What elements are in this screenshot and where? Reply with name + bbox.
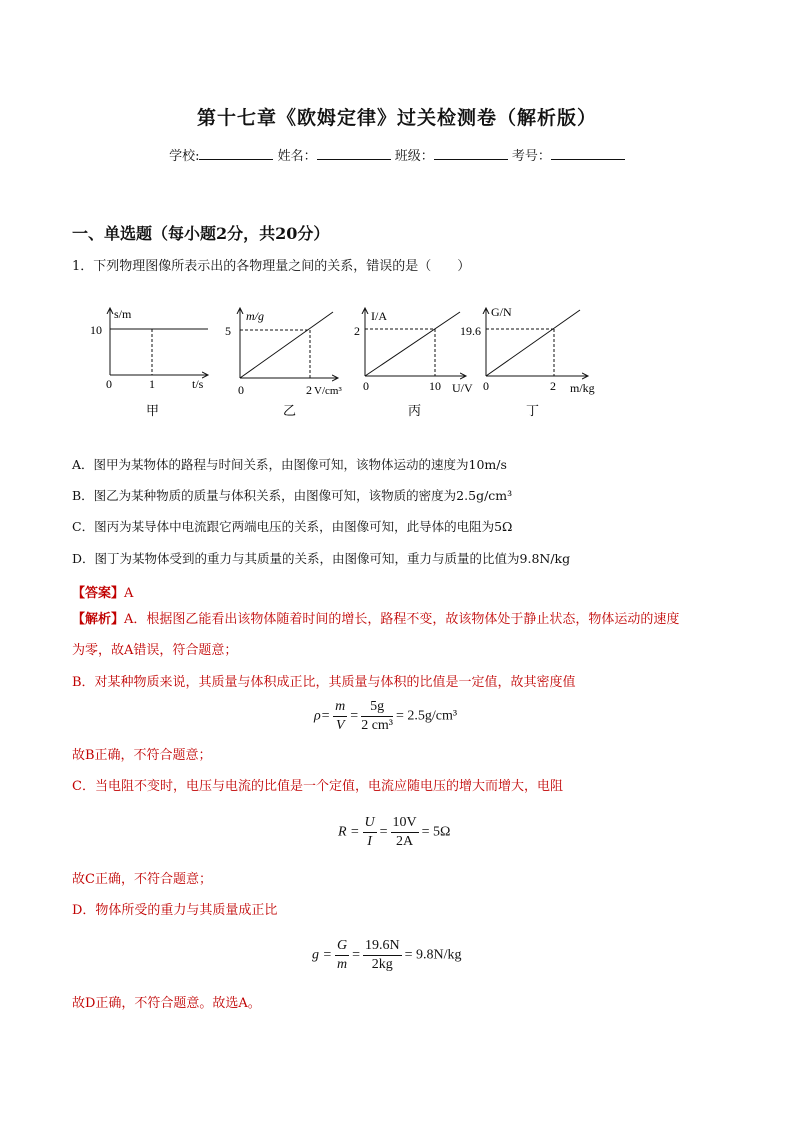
graph-jia-xlabel: t/s bbox=[192, 377, 204, 391]
analysis-c-line2: 故C正确，不符合题意； bbox=[72, 872, 212, 887]
analysis-a-line2: 为零，故A错误，符合题意； bbox=[72, 643, 238, 658]
graph-ding-line bbox=[486, 310, 580, 376]
graph-ding-ylabel: G/N bbox=[491, 305, 512, 319]
graph-ding-origin: 0 bbox=[483, 379, 489, 393]
graph-ding-caption: 丁 bbox=[526, 403, 540, 418]
option-b: B．图乙为某种物质的质量与体积关系，由图像可知，该物质的密度为2.5g/cm³ bbox=[72, 488, 513, 503]
formula-gravity: g = $\frac{G}{m}$ = $\frac{19.6N}{2kg}$ = 9.8N/kg bbox=[312, 938, 462, 972]
graph-bing bbox=[354, 308, 473, 418]
graph-bing-ytick: 2 bbox=[354, 324, 360, 338]
analysis-label: 【解析】 bbox=[72, 612, 125, 627]
graph-jia-origin: 0 bbox=[106, 377, 112, 391]
option-a: A．图甲为某物体的路程与时间关系，由图像可知，该物体运动的速度为10m/s bbox=[72, 457, 507, 472]
analysis-c-line1: C．当电阻不变时，电压与电流的比值是一个定值，电流应随电压的增大而增大，电阻 bbox=[72, 779, 563, 794]
name-label: 姓名： bbox=[277, 149, 317, 164]
analysis-a bbox=[72, 604, 727, 666]
formula-density-lhs: ρ= bbox=[314, 708, 331, 724]
formula-density-frac2: $\frac{5g}{\text{2 cm³}}$ bbox=[361, 699, 394, 733]
formula-gravity-frac2: $\frac{19.6N}{2kg}$ bbox=[364, 938, 400, 972]
formula-resistance-frac2: $\frac{10V}{2A}$ bbox=[392, 815, 417, 849]
page-title: 第十七章《欧姆定律》过关检测卷（解析版） bbox=[196, 107, 597, 129]
graph-bing-xtick: 10 bbox=[429, 379, 441, 393]
formula-resistance-frac1: $\frac{U}{I}$ bbox=[364, 815, 375, 849]
analysis-d-line1: D．物体所受的重力与其质量成正比 bbox=[72, 903, 278, 918]
formula-density-frac1: $\frac{m}{V}$ bbox=[335, 699, 346, 733]
graph-jia-ytick: 10 bbox=[90, 323, 102, 337]
formula-resistance-result: = 5Ω bbox=[421, 824, 451, 840]
number-field[interactable] bbox=[551, 147, 625, 160]
graph-bing-xlabel: U/V bbox=[452, 381, 473, 395]
answer bbox=[72, 582, 133, 601]
graph-yi bbox=[225, 308, 342, 418]
graph-ding-ytick: 19.6 bbox=[460, 324, 481, 338]
graph-jia-caption: 甲 bbox=[146, 403, 160, 418]
formula-density-result: = 2.5g/cm³ bbox=[396, 708, 458, 724]
analysis-a-line1: A．根据图乙能看出该物体随着时间的增长，路程不变，故该物体处于静止状态，物体运动的速度 bbox=[124, 612, 680, 627]
class-label: 班级： bbox=[394, 149, 434, 164]
school-field[interactable] bbox=[199, 147, 273, 160]
formula-resistance: R = $\frac{U}{I}$ = $\frac{10V}{2A}$ = 5Ω bbox=[338, 815, 451, 849]
graphs-figure bbox=[88, 300, 628, 425]
graph-yi-ylabel: m/g bbox=[246, 309, 264, 323]
graph-ding-xtick: 2 bbox=[550, 379, 556, 393]
answer-value: A bbox=[124, 586, 134, 601]
student-info-line bbox=[0, 145, 794, 164]
graph-bing-origin: 0 bbox=[363, 379, 369, 393]
graph-jia bbox=[90, 307, 208, 418]
section-heading: 一、单选题（每小题2分，共20分） bbox=[72, 224, 330, 243]
analysis-d-line2: 故D正确，不符合题意。故选A。 bbox=[72, 996, 261, 1011]
school-label: 学校: bbox=[169, 149, 200, 164]
formula-gravity-lhs: g = bbox=[312, 947, 332, 963]
graph-bing-caption: 丙 bbox=[408, 403, 422, 418]
graph-ding-xlabel: m/kg bbox=[570, 381, 595, 395]
graph-bing-ylabel: I/A bbox=[371, 309, 387, 323]
option-d: D．图丁为某物体受到的重力与其质量的关系，由图像可知，重力与质量的比值为9.8N/kg bbox=[72, 551, 571, 566]
formula-gravity-frac1: $\frac{G}{m}$ bbox=[336, 938, 348, 972]
name-field[interactable] bbox=[317, 147, 391, 160]
class-field[interactable] bbox=[434, 147, 508, 160]
analysis-b-line1: B．对某种物质来说，其质量与体积成正比，其质量与体积的比值是一定值，故其密度值 bbox=[72, 675, 576, 690]
graph-yi-xtick: 2 bbox=[306, 383, 312, 397]
graph-ding bbox=[460, 305, 595, 418]
number-label: 考号： bbox=[511, 149, 551, 164]
option-c: C．图丙为某导体中电流跟它两端电压的关系，由图像可知，此导体的电阻为5Ω bbox=[72, 519, 513, 534]
graph-yi-xlabel: V/cm³ bbox=[314, 385, 342, 397]
graph-jia-xtick: 1 bbox=[149, 377, 155, 391]
graph-yi-caption: 乙 bbox=[283, 403, 297, 418]
graph-yi-origin: 0 bbox=[238, 383, 244, 397]
graph-jia-ylabel: s/m bbox=[114, 307, 132, 321]
formula-gravity-result: = 9.8N/kg bbox=[404, 947, 462, 963]
question-1: 1．下列物理图像所表示出的各物理量之间的关系，错误的是（ ） bbox=[72, 259, 471, 274]
formula-resistance-lhs: R = bbox=[338, 824, 360, 840]
answer-label: 【答案】 bbox=[72, 586, 125, 601]
formula-density: ρ= $\frac{m}{V}$ = $\frac{5g}{\text{2 cm³}}$ = 2.5g/cm³ bbox=[314, 699, 458, 733]
analysis-b-line2: 故B正确，不符合题意； bbox=[72, 748, 212, 763]
graph-yi-ytick: 5 bbox=[225, 324, 231, 338]
